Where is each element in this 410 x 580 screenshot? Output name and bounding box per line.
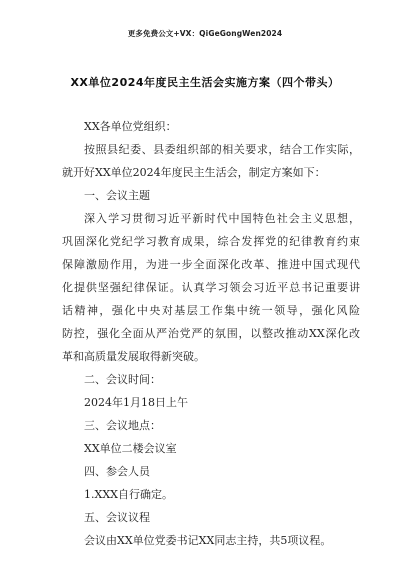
agenda-line: 会议由XX单位党委书记XX同志主持，共5项议程。 — [84, 534, 332, 547]
paragraph-line: 话精神，强化中央对基层工作集中统一领导，强化风险 — [62, 304, 360, 317]
paragraph-line: 革和高质量发展取得新突破。 — [62, 350, 205, 363]
meeting-time: 2024年1月18日上午 — [84, 396, 188, 409]
paragraph-line: 按照县纪委、县委组织部的相关要求，结合工作实际， — [84, 143, 360, 156]
paragraph-line: 化提供坚强纪律保证。认真学习领会习近平总书记重要讲 — [62, 281, 360, 294]
section-heading-theme: 一、会议主题 — [84, 189, 150, 202]
paragraph-line: 深入学习贯彻习近平新时代中国特色社会主义思想， — [84, 212, 360, 225]
document-title: XX单位2024年度民主生活会实施方案（四个带头） — [70, 76, 340, 89]
paragraph-line: 就开好XX单位2024年度民主生活会，制定方案如下： — [62, 166, 326, 179]
meeting-location: XX单位二楼会议室 — [84, 442, 177, 455]
salutation: XX各单位党组织： — [84, 120, 177, 133]
section-heading-attendees: 四、参会人员 — [84, 465, 150, 478]
attendees-item: 1.XXX自行确定。 — [84, 488, 173, 501]
header-note: 更多免费公文+VX：QiGeGongWen2024 — [127, 29, 283, 38]
section-heading-agenda: 五、会议议程 — [84, 511, 150, 524]
section-heading-time: 二、会议时间： — [84, 373, 161, 386]
section-heading-location: 三、会议地点： — [84, 419, 161, 432]
paragraph-line: 保障激励作用，为进一步全面深化改革、推进中国式现代 — [62, 258, 360, 271]
paragraph-line: 防控，强化全面从严治党严的氛围，以整改推动XX深化改 — [62, 327, 360, 340]
paragraph-line: 巩固深化党纪学习教育成果，综合发挥党的纪律教育约束 — [62, 235, 360, 248]
